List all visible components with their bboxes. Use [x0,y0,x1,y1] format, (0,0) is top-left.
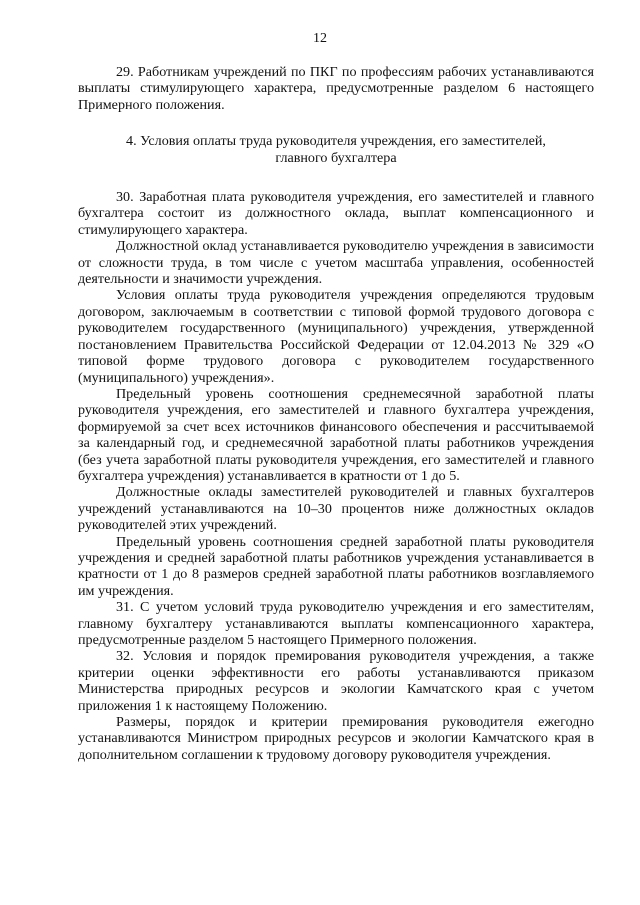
paragraph-official-salary: Должностной оклад устанавливается руководителю учреждения в зависимости от сложности труда, в том числе с учетом масштаба управления, особенностей деятельности и значимости учреждения. [78,238,594,288]
section-heading-line-1: 4. Условия оплаты труда руководителя учреждения, его заместителей, [126,133,546,150]
paragraph-31: 31. С учетом условий труда руководителю учреждения и его заместителям, главному бухгалтеру устанавливаются выплаты компенсационного характера, предусмотренные разделом 5 настоящего Примерного положения. [78,599,594,648]
paragraph-salary-ratio-limit: Предельный уровень соотношения среднемесячной заработной платы руководителя учреждения, его заместителей и главного бухгалтера учреждения, формируемой за счет всех источников финансового обеспечения и рассчитываемой за календарный год, и среднемесячной заработной платы работников учреждения (без учета заработной платы руководителя учреждения, его заместителей и главного бухгалтера учреждения) устанавливается в кратности от 1 до 5. [78,385,594,484]
paragraph-deputy-salaries: Должностные оклады заместителей руководителей и главных бухгалтеров учреждений устанавливаются на 10–30 процентов ниже должностных окладов руководителей этих учреждений. [78,484,594,534]
paragraph-30: 30. Заработная плата руководителя учреждения, его заместителей и главного бухгалтера состоит из должностного оклада, выплат компенсационного и стимулирующего характера. [78,189,594,238]
paragraph-average-salary-ratio: Предельный уровень соотношения средней заработной платы руководителя учреждения и средней заработной платы работников учреждения устанавливается в кратности от 1 до 8 размеров средней заработной платы работников возглавляемого им учреждения. [78,533,594,599]
paragraph-29: 29. Работникам учреждений по ПКГ по профессиям рабочих устанавливаются выплаты стимулирующего характера, предусмотренные разделом 6 настоящего Примерного положения. [78,64,594,113]
paragraph-bonus-amounts: Размеры, порядок и критерии премирования руководителя ежегодно устанавливаются Министром природных ресурсов и экологии Камчатского края в дополнительном соглашении к трудовому договору руководителя учреждения. [78,714,594,763]
section-heading-line-2: главного бухгалтера [275,149,397,166]
paragraph-32: 32. Условия и порядок премирования руководителя учреждения, а также критерии оценки эффективности его работы устанавливаются приказом Министерства природных ресурсов и экологии Камчатского края с учетом приложения 1 к настоящему Положению. [78,648,594,714]
document-body [78,64,594,763]
page-number: 12 [313,31,327,46]
paragraph-labor-conditions: Условия оплаты труда руководителя учреждения определяются трудовым договором, заключаемым в соответствии с типовой формой трудового договора с руководителем государственного (муниципального) учреждения, утвержденной постановлением Правительства Российской Федерации от 12.04.2013 № 329 «О типовой форме трудового договора с руководителем государственного (муниципального) учреждения». [78,287,594,386]
section-heading [78,133,594,166]
